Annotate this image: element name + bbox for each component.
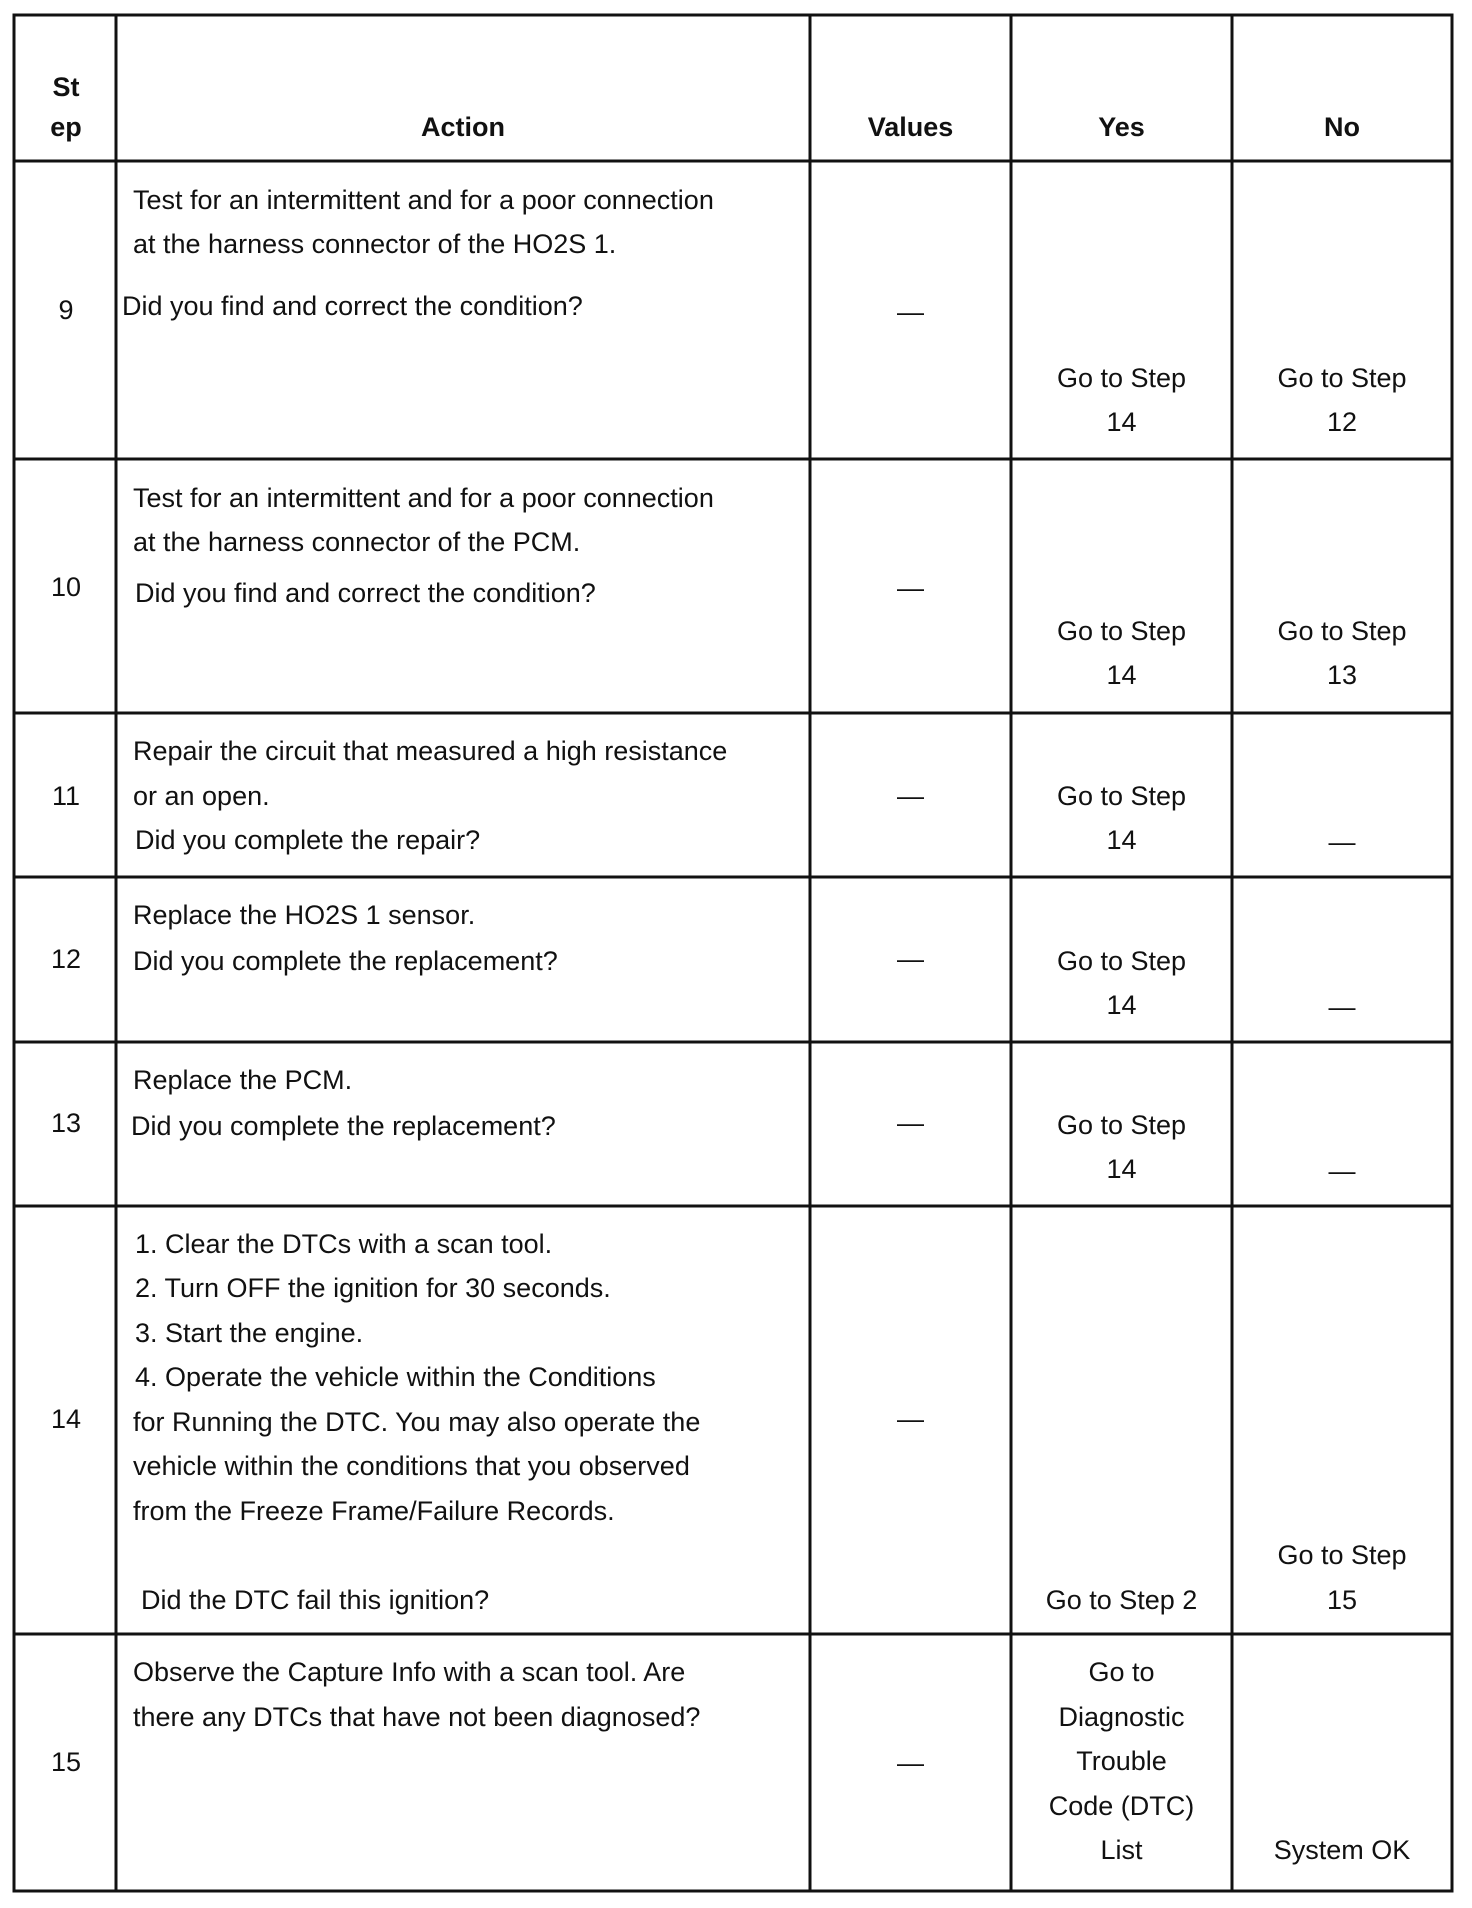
action-text: or an open. [133, 781, 270, 811]
action-text: Test for an intermittent and for a poor connection [133, 483, 714, 513]
yes-cell: Go to Step 2 [1045, 1585, 1198, 1615]
no-cell: 15 [1326, 1585, 1358, 1615]
no-cell: 12 [1326, 407, 1358, 437]
yes-cell: 14 [1106, 407, 1137, 437]
action-question: Did you find and correct the condition? [122, 291, 583, 321]
action-text: Test for an intermittent and for a poor connection [133, 185, 714, 215]
action-step-3: 3. Start the engine. [135, 1318, 364, 1348]
header-yes: Yes [1098, 112, 1145, 142]
value-cell: — [897, 1108, 924, 1138]
yes-cell: Go to Step [1056, 946, 1187, 976]
action-step-4: 4. Operate the vehicle within the Conditions [135, 1362, 656, 1392]
value-cell: — [897, 1748, 924, 1778]
action-text: vehicle within the conditions that you observed [133, 1451, 690, 1481]
yes-cell: 14 [1106, 990, 1137, 1020]
no-cell: — [1328, 827, 1356, 857]
value-cell: — [897, 781, 924, 811]
yes-cell: 14 [1106, 660, 1137, 690]
step-number: 10 [50, 572, 82, 602]
action-step-1: 1. Clear the DTCs with a scan tool. [135, 1229, 553, 1259]
yes-cell: Go to Step [1056, 363, 1187, 393]
yes-cell: Trouble [1076, 1746, 1167, 1776]
action-text: for Running the DTC. You may also operate the [133, 1407, 701, 1437]
action-question: there any DTCs that have not been diagnosed? [133, 1702, 701, 1732]
header-no: No [1324, 112, 1360, 142]
action-step-2: 2. Turn OFF the ignition for 30 seconds. [135, 1273, 611, 1303]
step-number: 15 [50, 1747, 82, 1777]
header-step [16, 67, 116, 147]
yes-cell: List [1100, 1835, 1143, 1865]
value-cell: — [897, 944, 924, 974]
action-text: from the Freeze Frame/Failure Records. [133, 1496, 615, 1526]
no-cell: — [1328, 992, 1356, 1022]
value-cell: — [897, 297, 924, 327]
header-values: Values [867, 112, 954, 142]
yes-cell: Code (DTC) [1048, 1791, 1195, 1821]
action-text: Replace the HO2S 1 sensor. [133, 900, 476, 930]
header-action: Action [421, 112, 505, 142]
no-cell: 13 [1326, 660, 1358, 690]
step-number: 9 [58, 295, 74, 325]
action-text: Observe the Capture Info with a scan tool. Are [133, 1657, 686, 1687]
step-number: 11 [51, 781, 81, 811]
no-cell: — [1328, 1156, 1356, 1186]
header-step-line2: ep [50, 112, 82, 142]
no-cell: System OK [1273, 1835, 1411, 1865]
step-number: 14 [50, 1404, 82, 1434]
action-question: Did you complete the replacement? [133, 946, 558, 976]
value-cell: — [897, 1404, 924, 1434]
action-question: Did you complete the replacement? [131, 1111, 556, 1141]
yes-cell: 14 [1106, 1154, 1137, 1184]
value-cell: — [897, 573, 924, 603]
no-cell: Go to Step [1277, 1540, 1407, 1570]
no-cell: Go to Step [1277, 363, 1407, 393]
yes-cell: Go to Step [1056, 616, 1187, 646]
action-text: Repair the circuit that measured a high resistance [133, 736, 728, 766]
action-text: at the harness connector of the PCM. [133, 527, 581, 557]
header-step-line1: St [52, 72, 80, 102]
action-text: at the harness connector of the HO2S 1. [133, 229, 617, 259]
yes-cell: Go to Step [1056, 781, 1187, 811]
yes-cell: 14 [1106, 825, 1137, 855]
no-cell: Go to Step [1277, 616, 1407, 646]
yes-cell: Diagnostic [1058, 1702, 1185, 1732]
step-number: 13 [50, 1108, 82, 1138]
action-question: Did you complete the repair? [135, 825, 481, 855]
yes-cell: Go to [1088, 1657, 1155, 1687]
action-question: Did you find and correct the condition? [135, 578, 596, 608]
step-number: 12 [50, 944, 82, 974]
yes-cell: Go to Step [1056, 1110, 1187, 1140]
action-text: Replace the PCM. [133, 1065, 353, 1095]
action-question: Did the DTC fail this ignition? [141, 1585, 490, 1615]
